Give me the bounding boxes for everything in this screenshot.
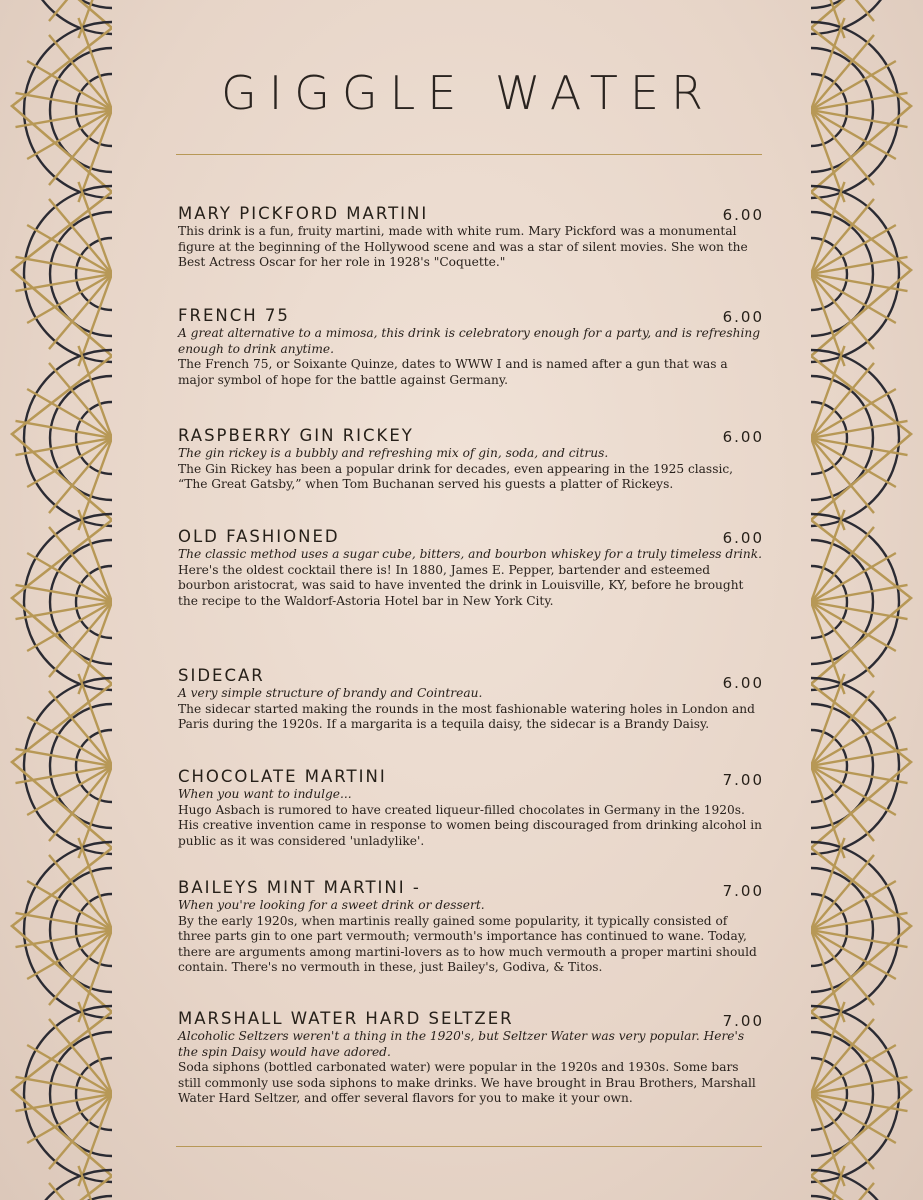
item-tagline: A very simple structure of brandy and Cointreau. xyxy=(178,686,483,700)
item-price: 6.00 xyxy=(722,308,764,326)
item-description: This drink is a fun, fruity martini, made with white rum. Mary Pickford was a monumental figure at the beginning of the Hollywood scene and was a star of silent movies. She won the Best Actress Oscar for her role in 1928's "Coquette." xyxy=(178,224,748,269)
menu-item xyxy=(178,306,764,388)
top-divider xyxy=(176,154,762,155)
item-tagline: The gin rickey is a bubbly and refreshing mix of gin, soda, and citrus. xyxy=(178,446,609,460)
item-tagline: When you want to indulge... xyxy=(178,787,352,801)
item-description: Hugo Asbach is rumored to have created liqueur-filled chocolates in Germany in the 1920s. His creative invention came in response to women being discouraged from drinking alcohol in public as it was considered 'unladylike'. xyxy=(178,802,762,848)
art-deco-border-left xyxy=(0,0,112,1200)
item-name: BAILEYS MINT MARTINI - xyxy=(178,878,421,897)
item-price: 6.00 xyxy=(722,674,764,692)
item-tagline: When you're looking for a sweet drink or dessert. xyxy=(178,898,485,912)
menu-item xyxy=(178,878,764,976)
item-description: Soda siphons (bottled carbonated water) were popular in the 1920s and 1930s. Some bars still commonly use soda siphons to make drinks. We have brought in Brau Brothers, Marshall Water Hard Seltzer, and offer several flavors for you to make it your own. xyxy=(178,1060,756,1105)
menu-item xyxy=(178,1009,764,1107)
item-name: FRENCH 75 xyxy=(178,306,290,325)
item-description: The sidecar started making the rounds in the most fashionable watering holes in London and Paris during the 1920s. If a margarita is a tequila daisy, the sidecar is a Brandy Daisy. xyxy=(178,701,755,731)
bottom-divider xyxy=(176,1146,762,1147)
item-name: MARY PICKFORD MARTINI xyxy=(178,204,429,223)
item-name: RASPBERRY GIN RICKEY xyxy=(178,426,414,445)
item-price: 7.00 xyxy=(722,882,764,900)
item-description: By the early 1920s, when martinis really gained some popularity, it typically consisted of three parts gin to one part vermouth; vermouth's importance has continued to wane. Today, there are arguments among martini-lovers as to how much vermouth a proper martini should contain. There's no vermouth in these, just Bailey's, Godiva, & Titos. xyxy=(178,913,757,974)
art-deco-border-right xyxy=(811,0,923,1200)
item-price: 7.00 xyxy=(722,771,764,789)
item-name: MARSHALL WATER HARD SELTZER xyxy=(178,1009,514,1028)
menu-item xyxy=(178,204,764,271)
menu-item xyxy=(178,666,764,733)
item-description: The Gin Rickey has been a popular drink for decades, even appearing in the 1925 classic, “The Great Gatsby,” when Tom Buchanan served his guests a platter of Rickeys. xyxy=(178,461,734,491)
item-tagline: Alcoholic Seltzers weren't a thing in the 1920's, but Seltzer Water was very popular. Here's the spin Daisy would have adored. xyxy=(178,1029,745,1059)
item-name: SIDECAR xyxy=(178,666,265,685)
item-description: Here's the oldest cocktail there is! In 1880, James E. Pepper, bartender and esteemed bourbon aristocrat, was said to have invented the drink in Louisville, KY, before he brought the recipe to the Waldorf-Astoria Hotel bar in New York City. xyxy=(178,562,744,608)
item-price: 6.00 xyxy=(722,206,764,224)
item-name: OLD FASHIONED xyxy=(178,527,340,546)
menu-title: GIGGLE WATER xyxy=(221,66,715,120)
item-tagline: The classic method uses a sugar cube, bitters, and bourbon whiskey for a truly timeless drink. xyxy=(178,547,762,561)
item-name: CHOCOLATE MARTINI xyxy=(178,767,387,786)
menu-item xyxy=(178,426,764,493)
item-description: The French 75, or Soixante Quinze, dates to WWW I and is named after a gun that was a major symbol of hope for the battle against Germany. xyxy=(178,357,728,387)
menu-item xyxy=(178,527,764,609)
item-price: 6.00 xyxy=(722,428,764,446)
menu-item xyxy=(178,767,764,849)
item-price: 6.00 xyxy=(722,529,764,547)
item-tagline: A great alternative to a mimosa, this drink is celebratory enough for a party, and is refreshing enough to drink anytime. xyxy=(178,326,761,356)
item-price: 7.00 xyxy=(722,1012,764,1030)
